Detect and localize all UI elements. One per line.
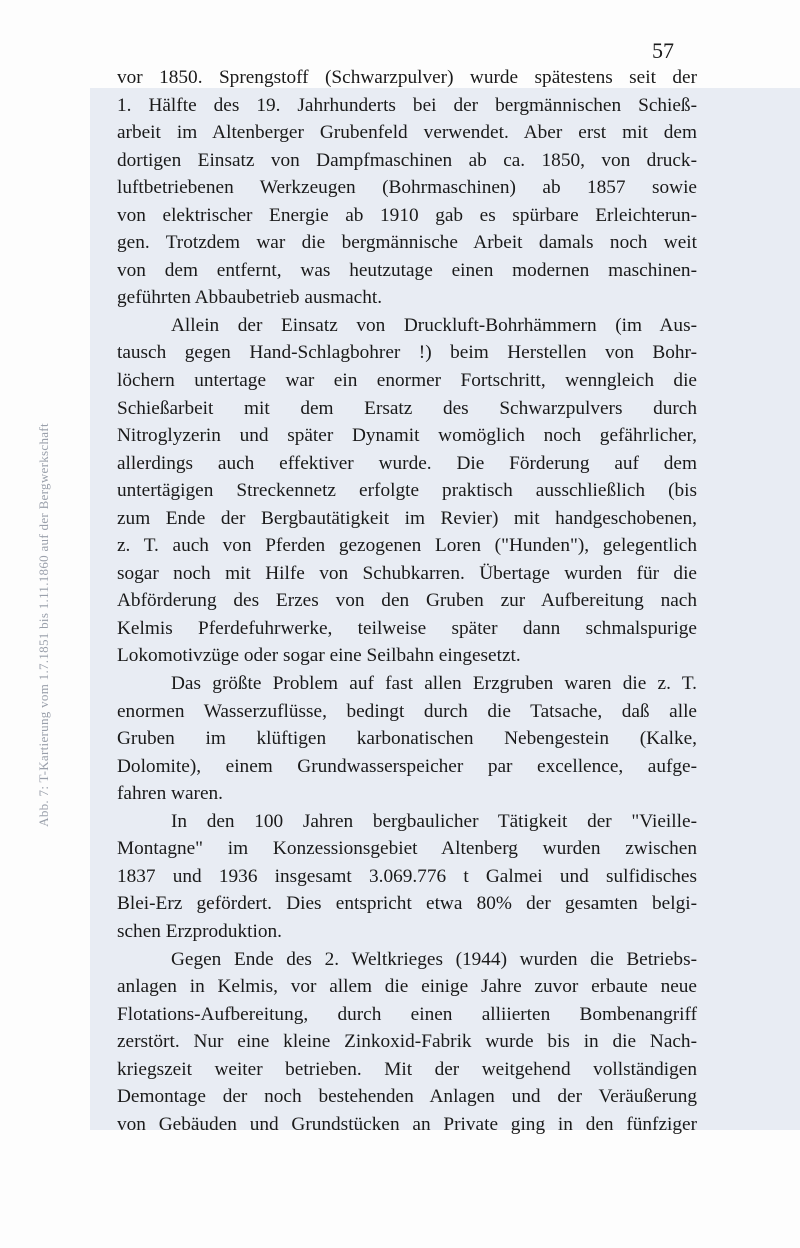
- text-line: Das größte Problem auf fast allen Erzgruben waren die z. T.: [171, 673, 697, 695]
- text-line: arbeit im Altenberger Grubenfeld verwendet. Aber erst mit dem: [117, 122, 697, 144]
- text-line: dortigen Einsatz von Dampfmaschinen ab ca. 1850, von druck-: [117, 149, 697, 171]
- text-line: enormen Wasserzuflüsse, bedingt durch die Tatsache, daß alle: [117, 700, 697, 722]
- text-line: allerdings auch effektiver wurde. Die Förderung auf dem: [117, 452, 697, 474]
- text-line: Allein der Einsatz von Druckluft-Bohrhämmern (im Aus-: [171, 314, 697, 336]
- text-line: z. T. auch von Pferden gezogenen Loren ("Hunden"), gelegentlich: [117, 535, 697, 557]
- text-line: 1837 und 1936 insgesamt 3.069.776 t Galmei und sulfidisches: [117, 865, 697, 887]
- text-line: Montagne" im Konzessionsgebiet Altenberg wurden zwischen: [117, 838, 697, 860]
- text-line: zum Ende der Bergbautätigkeit im Revier) mit handgeschobenen,: [117, 507, 697, 529]
- text-line: von Gebäuden und Grundstücken an Private ging in den fünfziger: [117, 1113, 697, 1135]
- text-line-last: schen Erzproduktion.: [117, 920, 282, 942]
- text-line: Demontage der noch bestehenden Anlagen und der Veräußerung: [117, 1086, 697, 1108]
- text-line: untertägigen Streckennetz erfolgte praktisch ausschließlich (bis: [117, 480, 697, 502]
- text-line: Schießarbeit mit dem Ersatz des Schwarzpulvers durch: [117, 397, 697, 419]
- text-line: Gegen Ende des 2. Weltkrieges (1944) wurden die Betriebs-: [171, 948, 697, 970]
- text-line: löchern untertage war ein enormer Fortschritt, wenngleich die: [117, 370, 697, 392]
- text-line: Abförderung des Erzes von den Gruben zur Aufbereitung nach: [117, 590, 697, 612]
- text-line: von dem entfernt, was heutzutage einen modernen maschinen-: [117, 259, 697, 281]
- text-line: Flotations-Aufbereitung, durch einen alliierten Bombenangriff: [117, 1003, 697, 1025]
- text-line-last: geführten Abbaubetrieb ausmacht.: [117, 287, 383, 309]
- paragraph-5: [117, 946, 697, 1139]
- text-line: Gruben im klüftigen karbonatischen Nebengestein (Kalke,: [117, 728, 697, 750]
- text-line: kriegszeit weiter betrieben. Mit der weitgehend vollständigen: [117, 1058, 697, 1080]
- text-line: sogar noch mit Hilfe von Schubkarren. Übertage wurden für die: [117, 562, 697, 584]
- text-line: 1. Hälfte des 19. Jahrhunderts bei der bergmännischen Schieß-: [117, 94, 697, 116]
- text-line: Blei-Erz gefördert. Dies entspricht etwa 80% der gesamten belgi-: [117, 893, 697, 915]
- text-line: gen. Trotzdem war die bergmännische Arbeit damals noch weit: [117, 232, 697, 254]
- text-line: anlagen in Kelmis, vor allem die einige Jahre zuvor erbaute neue: [117, 976, 697, 998]
- bleed-through-caption: Abb. 7: T-Kartierung vom 1.7.1851 bis 1.11.1860 auf der Bergwerkschaft: [36, 423, 51, 827]
- text-line-last: fahren waren.: [117, 783, 223, 805]
- paragraph-3: [117, 670, 697, 808]
- text-line: Nitroglyzerin und später Dynamit womöglich noch gefährlicher,: [117, 425, 697, 447]
- text-line: Dolomite), einem Grundwasserspeicher par excellence, aufge-: [117, 755, 697, 777]
- text-line: Kelmis Pferdefuhrwerke, teilweise später dann schmalspurige: [117, 617, 697, 639]
- text-line: luftbetriebenen Werkzeugen (Bohrmaschinen) ab 1857 sowie: [117, 177, 697, 199]
- text-line: von elektrischer Energie ab 1910 gab es spürbare Erleichterun-: [117, 204, 697, 226]
- body-text: [117, 64, 697, 1138]
- text-line: zerstört. Nur eine kleine Zinkoxid-Fabrik wurde bis in die Nach-: [117, 1031, 697, 1053]
- page-number: 57: [652, 38, 674, 63]
- text-line: tausch gegen Hand-Schlagbohrer !) beim Herstellen von Bohr-: [117, 342, 697, 364]
- paragraph-2: [117, 312, 697, 670]
- text-line: In den 100 Jahren bergbaulicher Tätigkeit der "Vieille-: [171, 810, 697, 832]
- bleed-through-text: [32, 185, 56, 1065]
- text-line: vor 1850. Sprengstoff (Schwarzpulver) wurde spätestens seit der: [117, 67, 697, 88]
- text-line-last: Lokomotivzüge oder sogar eine Seilbahn eingesetzt.: [117, 645, 521, 667]
- paragraph-4: [117, 808, 697, 946]
- paragraph-1: [117, 64, 697, 312]
